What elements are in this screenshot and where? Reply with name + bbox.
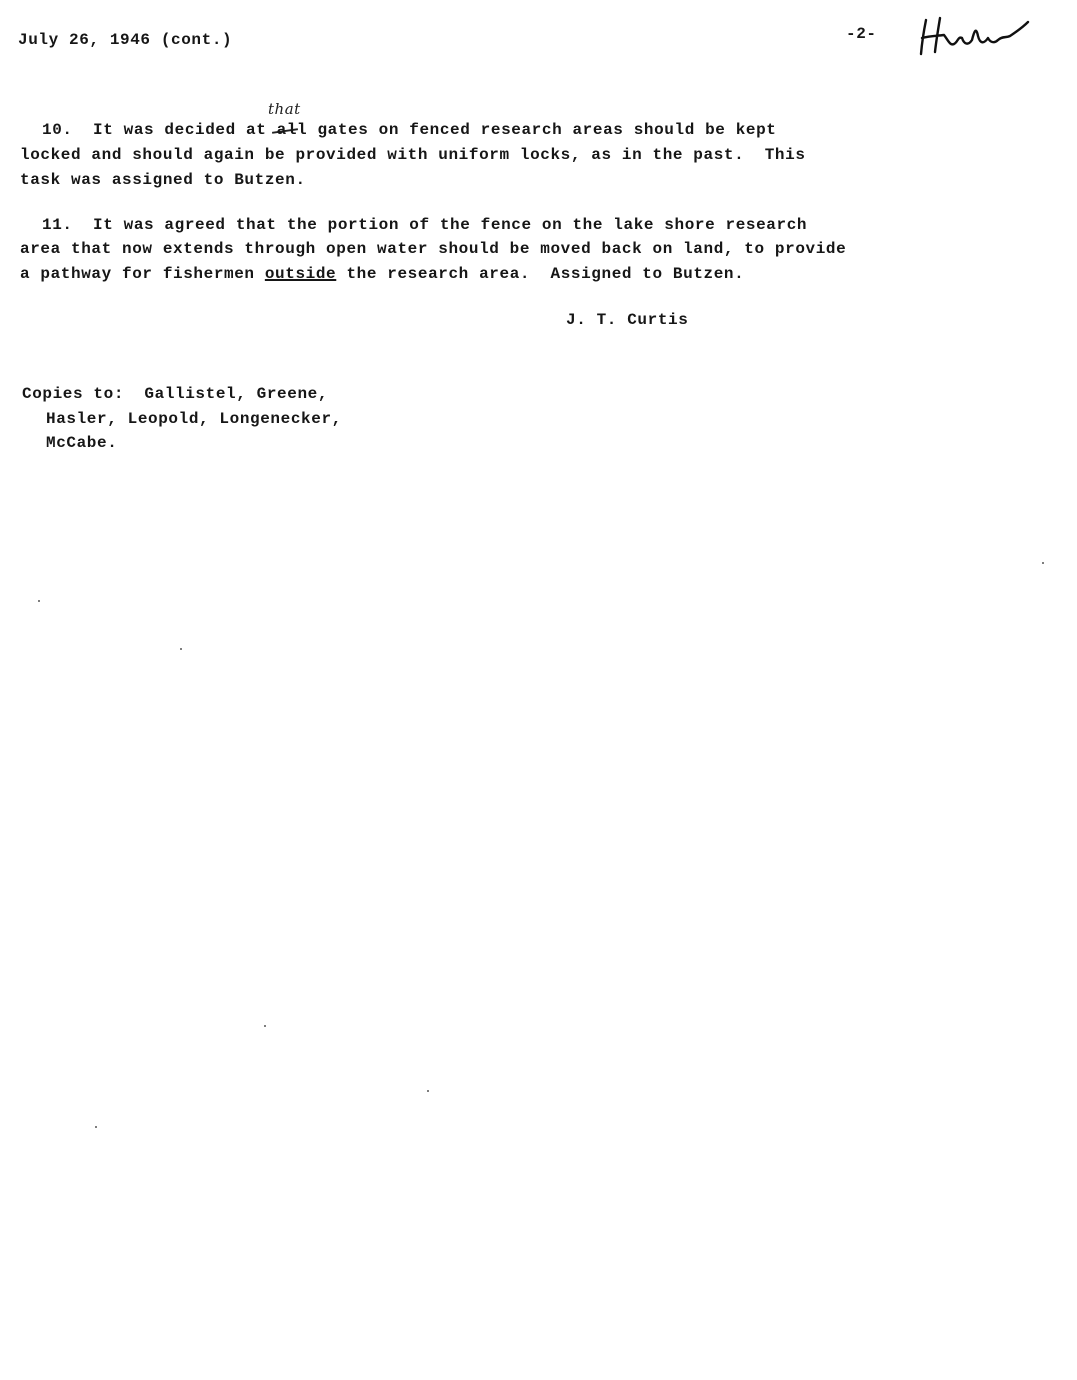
item-10-line-1: 10. It was decided at all gates on fenced research areas should be kept [42, 121, 777, 139]
scan-speck [427, 1090, 429, 1092]
signoff-name: J. T. Curtis [566, 311, 689, 329]
item-11-line-1: 11. It was agreed that the portion of the fence on the lake shore research [42, 216, 808, 234]
copies-line-3: McCabe. [46, 434, 118, 452]
item-11-line-2: area that now extends through open water should be moved back on land, to provide [20, 240, 847, 258]
header-date: July 26, 1946 (cont.) [18, 31, 233, 49]
copies-line-1: Copies to: Gallistel, Greene, [22, 385, 329, 403]
item-11-line-3 [20, 262, 744, 286]
scan-speck [95, 1126, 97, 1128]
item-11-line-3-after: the research area. Assigned to Butzen. [336, 265, 745, 283]
scan-speck [180, 648, 182, 650]
item-11-line-3-before: a pathway for fishermen [20, 265, 265, 283]
copies-line-2: Hasler, Leopold, Longenecker, [46, 410, 342, 428]
scan-speck [38, 600, 40, 602]
scan-speck [1042, 562, 1044, 564]
handwritten-insertion: that [268, 100, 301, 118]
item-10-line-2: locked and should again be provided with uniform locks, as in the past. This [20, 146, 806, 164]
emphasis-outside: outside [264, 265, 337, 283]
scan-speck [264, 1025, 266, 1027]
page-number: -2- [846, 25, 877, 43]
handwritten-signature [918, 14, 1030, 58]
item-10-line-3: task was assigned to Butzen. [20, 171, 306, 189]
